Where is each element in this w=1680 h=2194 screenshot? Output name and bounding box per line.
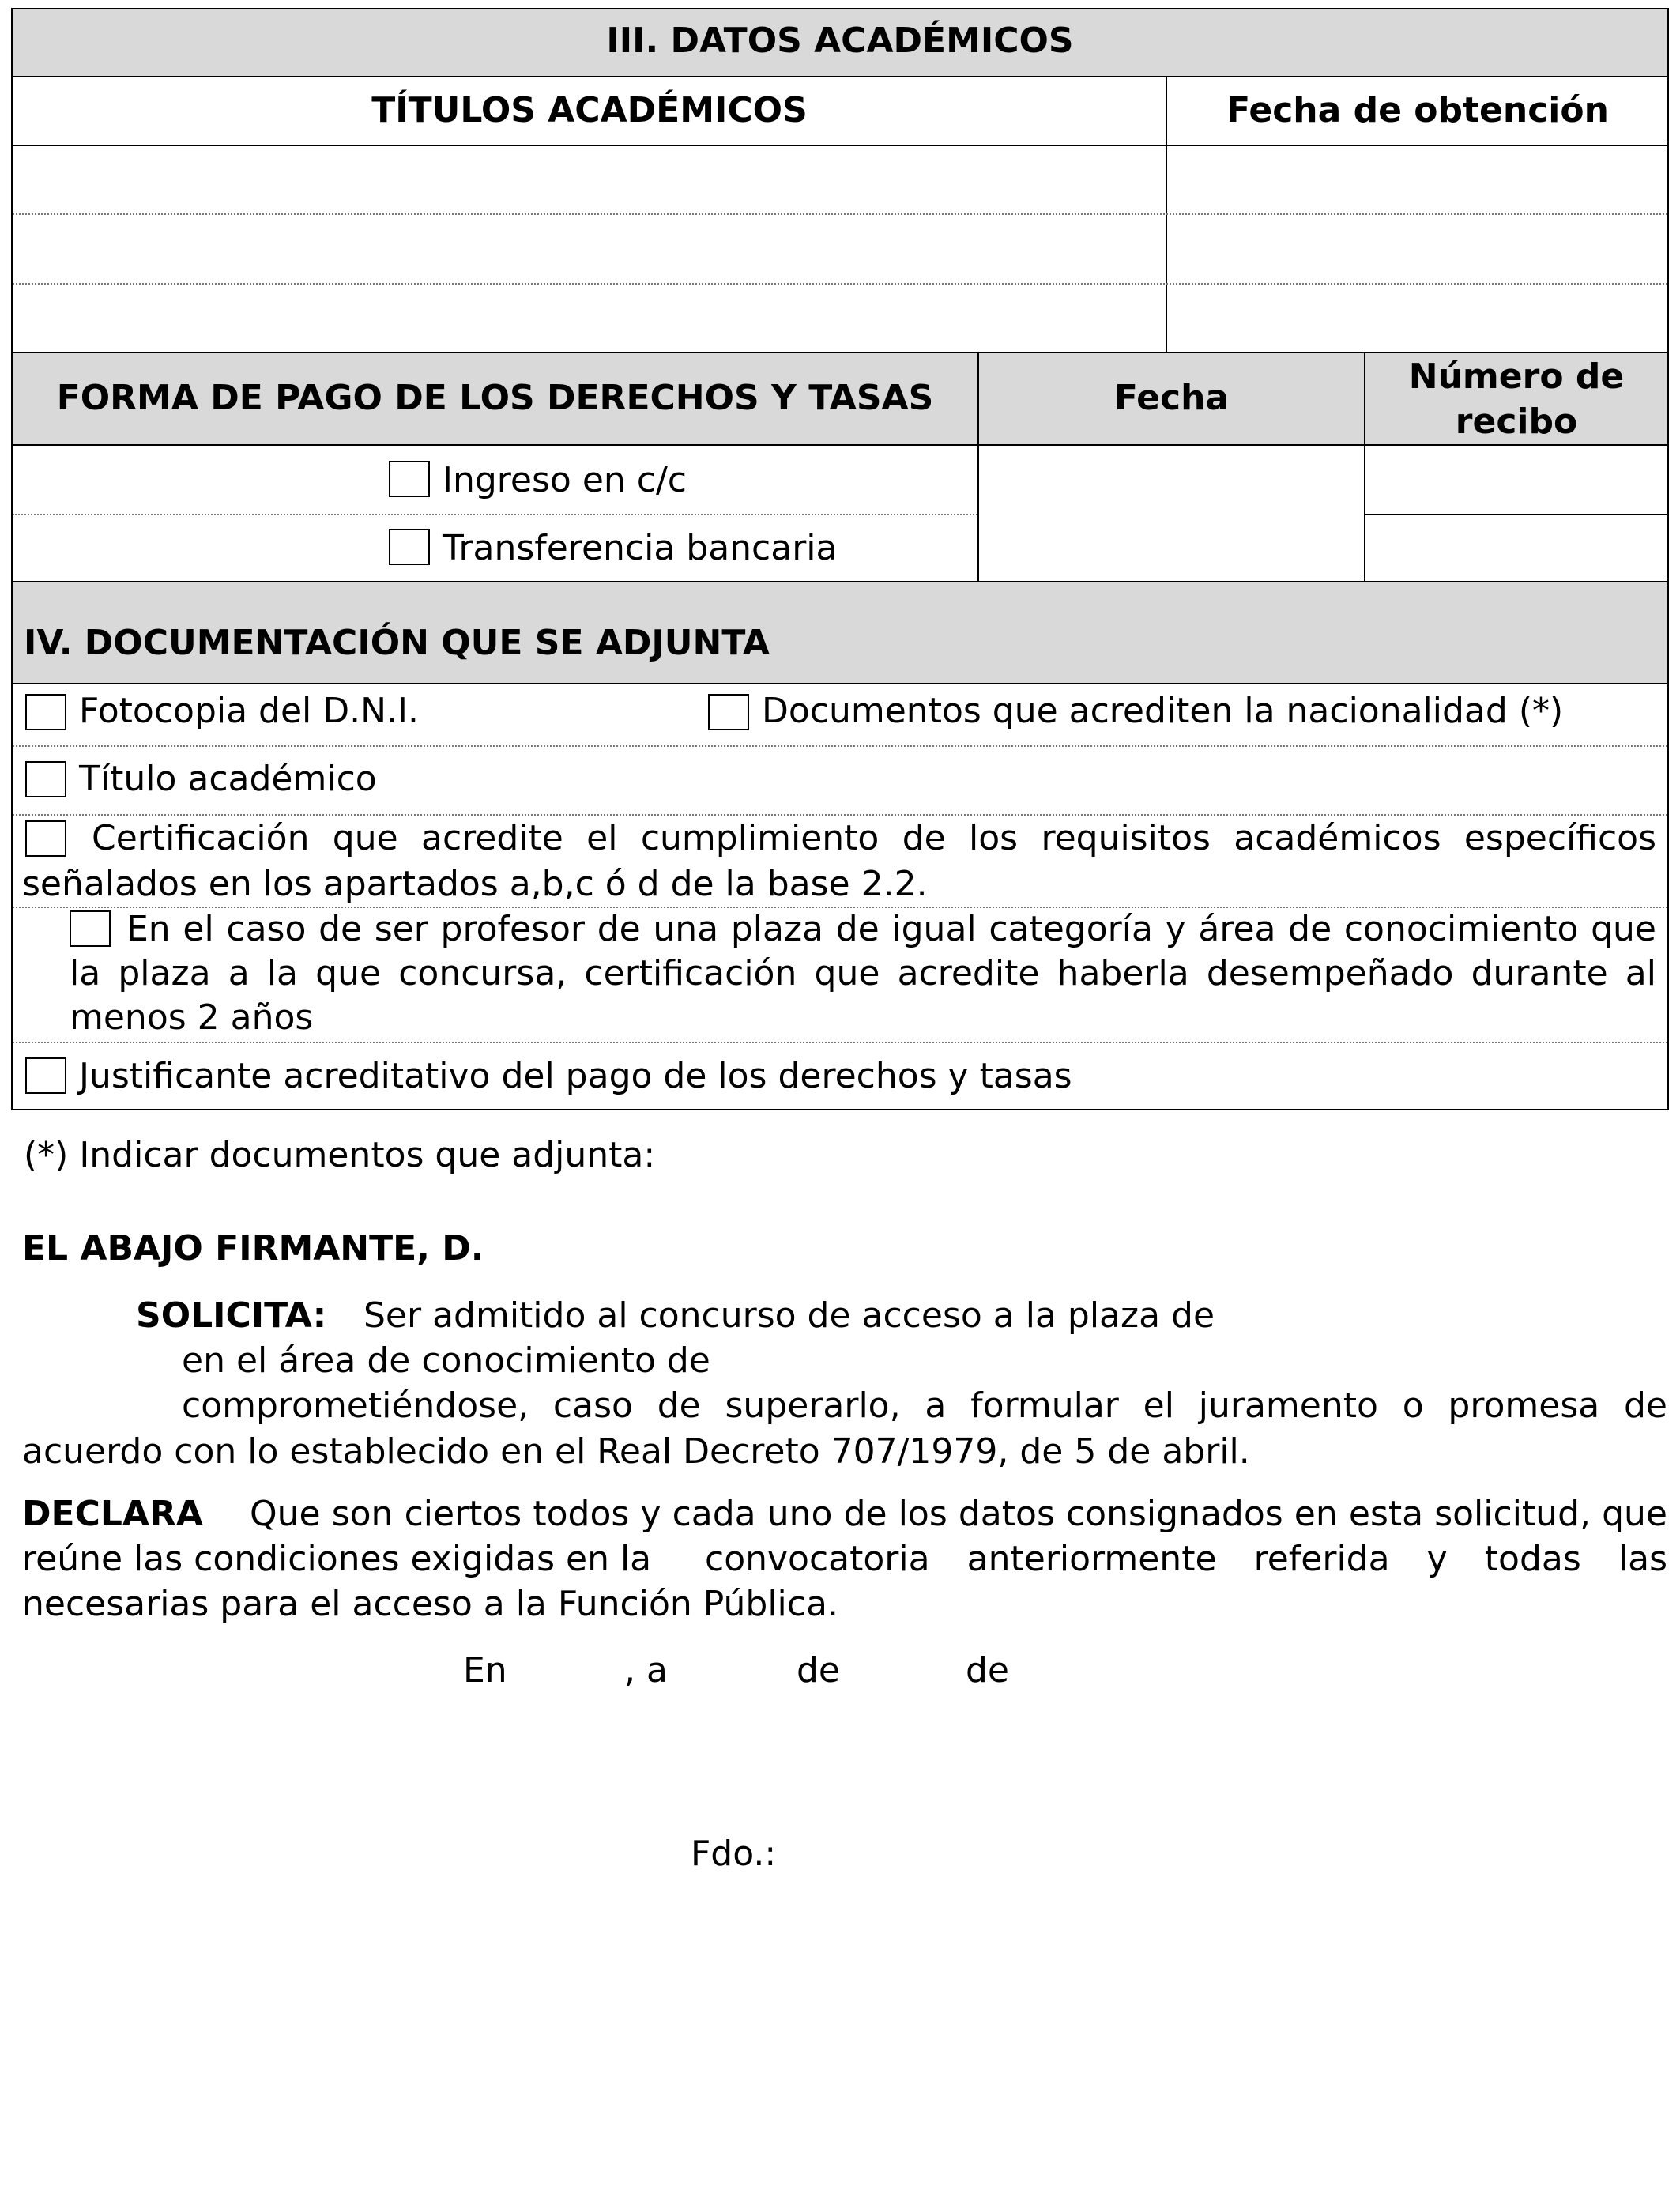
payment-method-header: FORMA DE PAGO DE LOS DERECHOS Y TASAS	[56, 378, 934, 418]
title-row-1[interactable]	[13, 146, 1165, 213]
option-transferencia-label: Transferencia bancaria	[443, 528, 838, 568]
divider	[1365, 514, 1669, 515]
solicita-line2: en el área de conocimiento de	[182, 1340, 710, 1381]
declara-line1: Que son ciertos todos y cada uno de los datos consignados en esta solicitud, que	[250, 1494, 1667, 1534]
doc-dni-label: Fotocopia del D.N.I.	[79, 691, 419, 731]
dotted-divider	[13, 1042, 1667, 1043]
doc-titulo-label: Título académico	[79, 759, 377, 799]
declara-line3: necesarias para el acceso a la Función Pública.	[22, 1584, 838, 1624]
doc-justificante-label: Justificante acreditativo del pago de los derechos y tasas	[79, 1056, 1072, 1096]
doc-certificacion-line1: Certificación que acredite el cumplimiento de los requisitos académicos específicos	[92, 818, 1656, 858]
title-date-2[interactable]	[1168, 215, 1667, 281]
doc-profesor-line3: menos 2 años	[70, 997, 314, 1038]
doc-profesor-line2: la plaza a la que concursa, certificación que acredite haberla desempeñado durante al	[70, 953, 1656, 993]
checkbox-transferencia[interactable]	[389, 529, 430, 565]
date-column-header: Fecha de obtención	[1226, 90, 1609, 130]
date-de-2: de	[966, 1650, 1009, 1691]
section3-title: III. DATOS ACADÉMICOS	[606, 21, 1074, 61]
payment-date-1[interactable]	[980, 446, 1363, 512]
place-a: , a	[624, 1650, 668, 1691]
checkbox-ingreso[interactable]	[389, 461, 430, 497]
title-date-3[interactable]	[1168, 285, 1667, 352]
checkbox-dni[interactable]	[25, 694, 66, 730]
section4-title: IV. DOCUMENTACIÓN QUE SE ADJUNTA	[24, 623, 770, 663]
declara-label: DECLARA	[22, 1494, 203, 1534]
place-en: En	[463, 1650, 507, 1691]
checkbox-titulo[interactable]	[25, 761, 66, 797]
receipt-number-1[interactable]	[1366, 446, 1667, 512]
checkbox-nacionalidad[interactable]	[708, 694, 749, 730]
doc-certificacion-line2: señalados en los apartados a,b,c ó d de la base 2.2.	[22, 864, 928, 904]
divider	[11, 683, 1669, 684]
solicita-line4: acuerdo con lo establecido en el Real Decreto 707/1979, de 5 de abril.	[22, 1431, 1250, 1472]
solicita-line3: comprometiéndose, caso de superarlo, a formular el juramento o promesa de	[182, 1385, 1667, 1426]
dotted-divider	[13, 814, 1667, 816]
date-de-1: de	[797, 1650, 840, 1691]
solicita-label: SOLICITA:	[136, 1295, 327, 1336]
dotted-divider	[13, 745, 1667, 747]
footnote: (*) Indicar documentos que adjunta:	[24, 1135, 656, 1175]
firmante-label: EL ABAJO FIRMANTE, D.	[22, 1228, 484, 1269]
option-ingreso-label: Ingreso en c/c	[443, 460, 687, 500]
declara-line2a: reúne las condiciones exigidas en la	[22, 1539, 652, 1579]
receipt-number-header-line2: recibo	[1455, 401, 1578, 442]
title-date-1[interactable]	[1168, 146, 1667, 213]
dotted-divider	[13, 907, 1667, 908]
signature-label: Fdo.:	[691, 1834, 777, 1874]
titles-column-header: TÍTULOS ACADÉMICOS	[371, 90, 808, 130]
dotted-divider	[13, 514, 977, 515]
receipt-number-2[interactable]	[1366, 515, 1667, 581]
checkbox-certificacion[interactable]	[25, 820, 66, 857]
checkbox-justificante-pago[interactable]	[25, 1057, 66, 1094]
title-row-2[interactable]	[13, 215, 1165, 281]
divider	[11, 76, 1669, 77]
doc-profesor-line1: En el caso de ser profesor de una plaza de igual categoría y área de conocimiento que	[126, 909, 1656, 949]
solicita-line1: Ser admitido al concurso de acceso a la plaza de	[363, 1295, 1215, 1336]
receipt-number-header-line1: Número de	[1408, 356, 1625, 397]
payment-date-2[interactable]	[980, 515, 1363, 581]
doc-nacionalidad-label: Documentos que acrediten la nacionalidad (*)	[762, 691, 1564, 731]
title-row-3[interactable]	[13, 285, 1165, 352]
checkbox-profesor[interactable]	[70, 910, 111, 947]
payment-date-header: Fecha	[1113, 378, 1230, 418]
declara-line2b: convocatoria anteriormente referida y todas las	[705, 1539, 1667, 1579]
